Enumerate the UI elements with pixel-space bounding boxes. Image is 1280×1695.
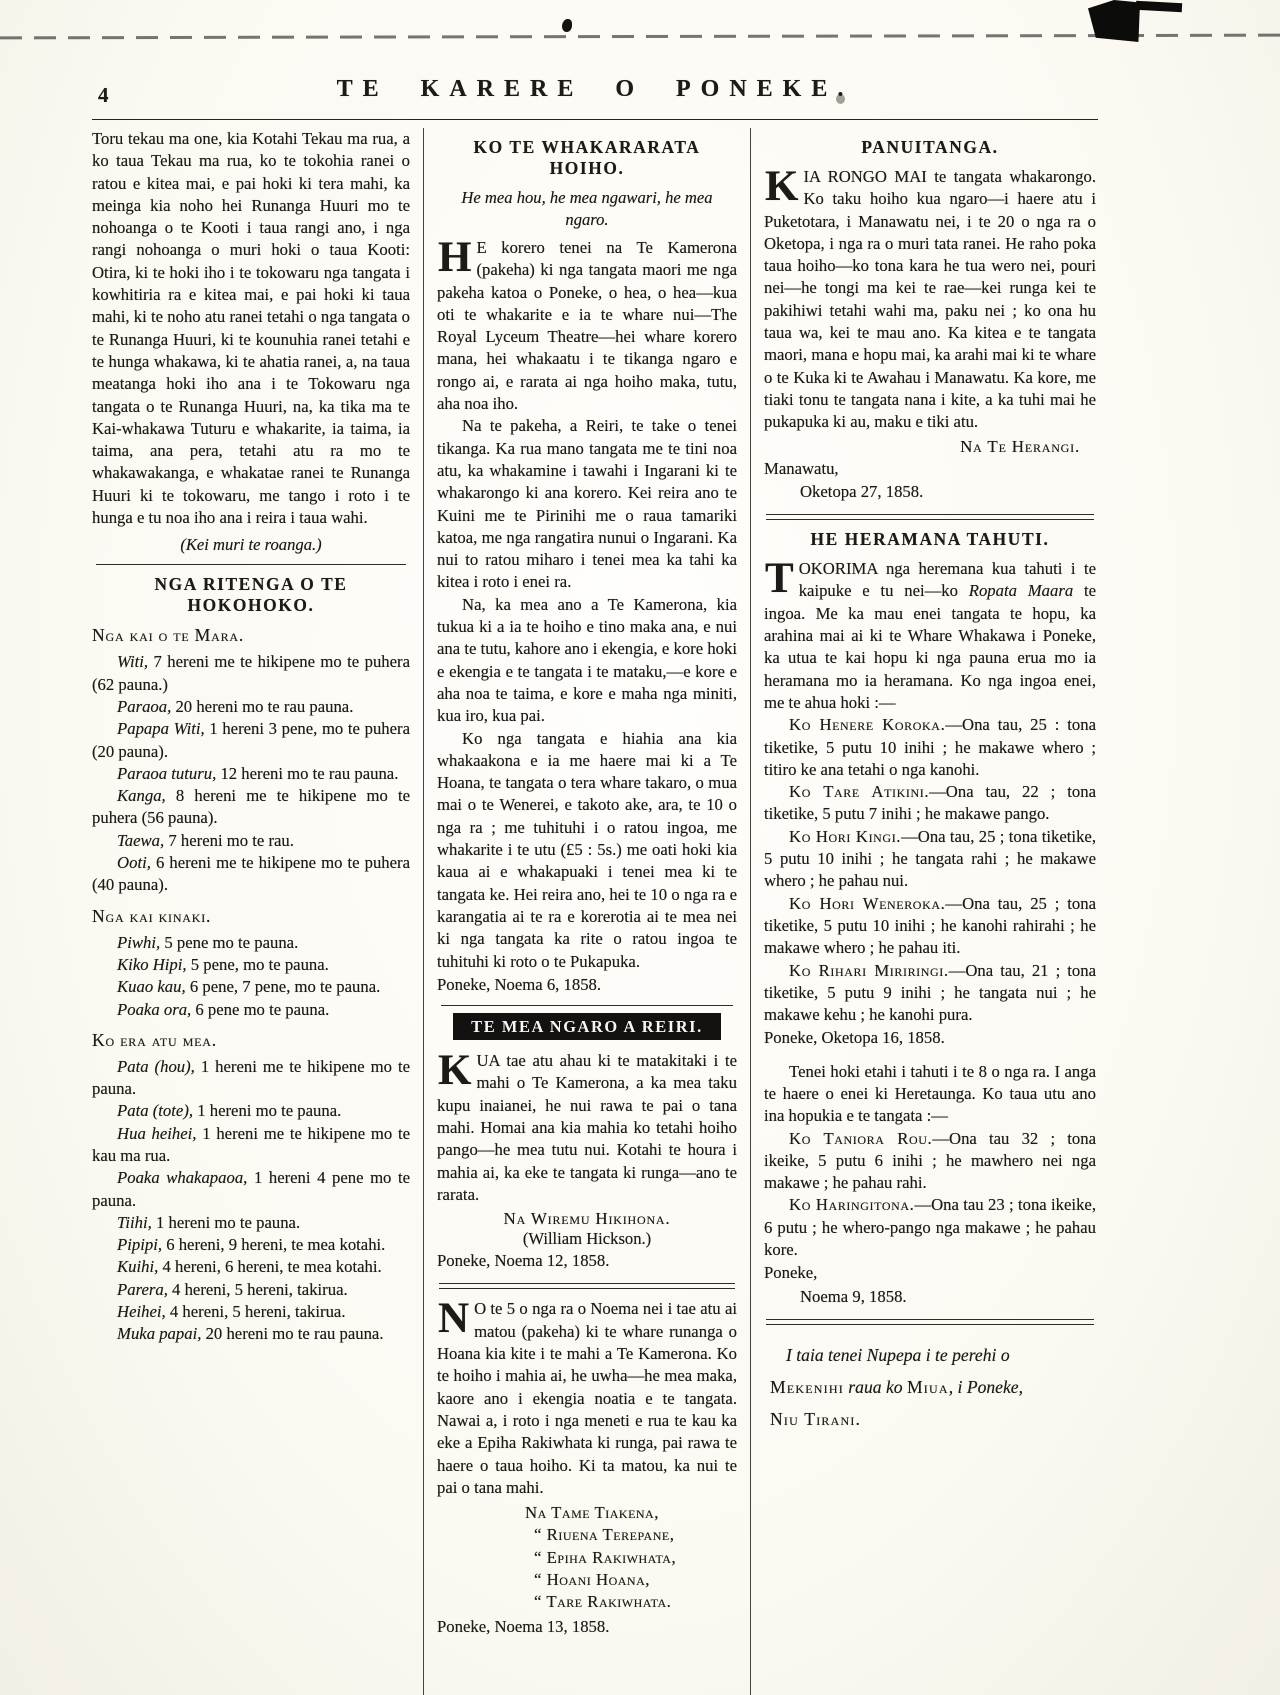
price-item-term: Pipipi, bbox=[117, 1235, 163, 1255]
colophon bbox=[764, 1339, 1096, 1435]
drop-cap: T bbox=[765, 555, 794, 603]
dateline: Poneke, Oketopa 16, 1858. bbox=[764, 1028, 945, 1048]
price-item-term: Kuao kau, bbox=[117, 977, 186, 997]
sailor-desc: —Ona tau, 25 : tona tiketike, 5 putu 10 inihi ; he makawe whero ; titiro ke ana tetahi o nga kanohi. bbox=[764, 715, 1096, 779]
sailor-item bbox=[764, 1194, 1096, 1261]
place-line: Poneke, bbox=[764, 1263, 818, 1283]
price-item-term: Pata (tote), bbox=[117, 1101, 194, 1121]
section-heading-hokohoko: NGA RITENGA O TE HOKOHOKO. bbox=[154, 574, 348, 616]
sailor-item bbox=[764, 714, 1096, 781]
price-item-desc: 6 hereni me te hikipene mo te puhera (40 pauna). bbox=[92, 853, 410, 895]
price-item bbox=[92, 976, 410, 998]
price-item-term: Hua heihei, bbox=[117, 1123, 197, 1143]
article-paragraph: Na te pakeha, a Reiri, te take o tenei tikanga. Ka rua mano tangata me te tini noa atu, ka whakamine i tawahi i Ingarani ki te whakarongo ki ana korero. Kei reira ano te Kuini me te Pirinihi me o raua tamariki katoa, me nga rangatira nunui o Ingarani. Ka nui to ratou miharo i tenei mea ka tahi ka kitea i roto i enei ra. bbox=[437, 416, 737, 592]
price-item-desc: 1 hereni me te hikipene mo te kau ma rua. bbox=[92, 1123, 410, 1165]
article-paragraph: Na, ka mea ano a Te Kamerona, kia tukua ki a ia te hoiho e tino maka ana, e nui ana te tutu, kahore ano i ekengia, e kore hoki e ekengia e te tangata i te mataku,—e kore e aha noa te taima, e kore e maha nga miniti, kua iro, kua pai. bbox=[437, 594, 737, 726]
price-item-term: Muka papai, bbox=[117, 1324, 202, 1344]
section-heading-panuitanga: PANUITANGA. bbox=[861, 137, 999, 157]
price-item bbox=[92, 651, 410, 696]
colophon-text: , i Poneke, bbox=[948, 1376, 1023, 1397]
print-artifact-corner-ink bbox=[1088, 0, 1140, 42]
price-item bbox=[92, 718, 410, 763]
column-3 bbox=[764, 128, 1096, 1695]
colophon-text: raua ko bbox=[843, 1376, 907, 1397]
price-item-desc: 1 hereni me te hikipene mo te pauna. bbox=[92, 1056, 410, 1099]
inverted-heading-te-mea-ngaro: TE MEA NGARO A REIRI. bbox=[453, 1013, 721, 1040]
price-item-desc: 4 hereni, 6 hereni, te mea kotahi. bbox=[162, 1257, 382, 1277]
colophon-line bbox=[770, 1403, 1090, 1435]
column-divider bbox=[423, 128, 424, 1695]
price-item bbox=[92, 1056, 410, 1101]
price-item bbox=[92, 830, 410, 852]
signature: Na Te Herangi. bbox=[960, 436, 1080, 456]
dateline: Poneke, Noema 12, 1858. bbox=[437, 1251, 610, 1271]
price-item bbox=[92, 1100, 410, 1122]
article-heading-whakararata: KO TE WHAKARARATA HOIHO. bbox=[473, 137, 701, 178]
article-paragraph bbox=[764, 555, 1096, 714]
drop-cap: K bbox=[765, 163, 799, 210]
signature: “ Epiha Rakiwhata, bbox=[534, 1547, 677, 1567]
ship-name: Ropata Maara bbox=[968, 581, 1074, 601]
paragraph-text: OKORIMA nga heremana kua tahuti i te kaipuke e tu nei—ko bbox=[798, 559, 1096, 601]
price-item bbox=[92, 1323, 410, 1345]
page-header bbox=[92, 76, 1098, 118]
subheading-kai-kinaki: Nga kai kinaki. bbox=[92, 905, 212, 926]
price-item-term: Parera, bbox=[117, 1279, 168, 1299]
paragraph-text: E korero tenei na Te Kamerona (pakeha) ki nga tangata maori me nga pakeha katoa o Poneke, o hea, o hea—kua oti te whakarite e ia te whare nui—The Royal Lyceum Theatre—hei whare korero mana, hei whakaatu i te tikanga ngaro e rongo ai, e rarata ai nga hoiho maka, tutu, aha noa iho. bbox=[437, 238, 737, 414]
sailor-desc: —Ona tau, 25 ; tona tiketike, 5 putu 10 inihi ; he kanohi rahirahi ; he makawe whero ; he pahau iti. bbox=[764, 893, 1096, 958]
header-rule bbox=[92, 119, 1098, 120]
masthead-title: TE KARERE O PONEKE. bbox=[336, 76, 854, 102]
sailor-item bbox=[764, 826, 1096, 893]
price-item-desc: 1 hereni mo te pauna. bbox=[156, 1212, 301, 1232]
price-item-term: Paraoa, bbox=[117, 696, 172, 716]
price-item-term: Witi, bbox=[117, 652, 149, 672]
paragraph-text: te ingoa. Me ka mau enei tangata te hopu, ka arahina mai ai ki te Whare Whakawa i Poneke, ka utua te kai hopu ki nga pauna erua mo ia heramana mo ia heramana. Ko nga ingoa enei, me te ahua hoki :— bbox=[764, 581, 1096, 712]
body-paragraph: Toru tekau ma one, kia Kotahi Tekau ma rua, a ko taua Tekau ma rua, ko te tokohia ranei o ratou e kitea mai, e pai hoki ki tera mahi, ka meinga kia noho hei Runanga Huuri mo te nohoanga o te Kooti i taua rangi ano, i nga rangi nohoanga o muri hoki o taua Kooti: Otira, ki te hoki iho i te tokowaru nga tangata i kowhitiria ra e kitea mai, e pai hoki ki taua mahi, ki te noho atu ranei tetahi o nga tangata o te Runanga Huuri, ki te kounuhia ranei tetahi e te hunga whakawa, ki te ahatia ranei, a, na taua meatanga hoki iho ana i te Tokowaru nga tangata o te Runanga Huuri, na, ka tika ma te Kai-whakawa Tuturu e whakarite, ia taima, ia taima, ana pera, tetahi atu ra mo te whakawakanga, e whakatae ranei te Runanga Huuri ki te tokowaru, me tango i roto i te hunga e tu noa iho ana i reira i taua wahi. bbox=[92, 129, 410, 528]
drop-cap: N bbox=[438, 1295, 470, 1343]
price-item-term: Kanga, bbox=[117, 786, 166, 806]
sailor-desc: —Ona tau 23 ; tona ikeike, 6 putu ; he whero-pango nga makawe ; he pahau kore. bbox=[764, 1195, 1096, 1260]
price-item-term: Paraoa tuturu, bbox=[117, 763, 217, 783]
price-item-desc: 6 pene, 7 pene, mo te pauna. bbox=[189, 977, 381, 997]
price-item-desc: 6 pene mo te pauna. bbox=[195, 999, 330, 1019]
print-artifact-corner-ink-2 bbox=[1136, 1, 1182, 12]
article-paragraph: Ko nga tangata e hiahia ana kia whakaakona e ia me haere mai ki a Te Hoana, te tangata o tera whare takaro, o mua mai o te Wenerei, e takoto ake, ara, te 10 o nga ra ; me tuhituhi i o ratou ingoa, me whakarite i te utu (£5 : 5s.) me oati hoki kia kaua ai e whakapuaki i tenei mea ki te tangata ke. Hei reira ano, hei te 10 o nga ra e karangatia ai te ra e korerotia ai te mea nei ki nga tangata ka rite o ratou ingoa te tuhituhi ki roto o te Pukapuka. bbox=[437, 728, 737, 971]
drop-cap: K bbox=[438, 1047, 472, 1095]
signature: “ Tare Rakiwhata. bbox=[534, 1592, 672, 1612]
print-artifact-ink-dot bbox=[562, 19, 572, 32]
section-heading-heramana: HE HERAMANA TAHUTI. bbox=[810, 529, 1050, 550]
sailor-desc: —Ona tau 32 ; tona ikeike, 5 putu 6 inihi ; he mawhero nei nga makawe ; he pahau rahi. bbox=[764, 1128, 1096, 1193]
article-paragraph bbox=[437, 234, 737, 415]
article-paragraph bbox=[764, 163, 1096, 434]
double-rule bbox=[766, 514, 1094, 520]
price-item-term: Poaka whakapaoa, bbox=[117, 1168, 248, 1188]
paragraph-text: UA tae atu ahau ki te matakitaki i te mahi o Te Kamerona, a ka mea taku kupu inaianei, he nui rawa te pai o tana mahi. Homai ana kia mahia ko tetahi hoiho pango—he mea tutu nui. Kotahi te houra i mahia ai, ka eke te tangata ki runga—ano te rarata. bbox=[437, 1051, 737, 1204]
signature: “ Riuena Terepane, bbox=[534, 1525, 675, 1545]
price-item-desc: 1 hereni 4 pene mo te pauna. bbox=[92, 1168, 410, 1210]
price-item bbox=[92, 1279, 410, 1301]
price-item-term: Heihei, bbox=[117, 1302, 166, 1322]
price-item bbox=[92, 932, 410, 954]
sailor-item bbox=[764, 781, 1096, 826]
place-line: Manawatu, bbox=[764, 458, 839, 478]
paragraph-text: O te 5 o nga ra o Noema nei i tae atu ai matou (pakeha) ki te whare runanga o Hoana kia kite i te mahi a Te Kamerona. Ko te hoiho i mahia ai, he uwha—he mea maka, kaore ano i ekengia noatia e te tangata. Nawai a, i roto i nga meneti e rua te kau ka eke a Epiha Rakiwhata ki runga, pai rawa te haere o taua hoiho. Ki ta matou, ka nui te pai o tana mahi. bbox=[437, 1299, 737, 1497]
spacer bbox=[764, 1051, 1096, 1061]
signature: Na Wiremu Hikihona. bbox=[503, 1209, 671, 1229]
price-item-desc: 4 hereni, 5 hereni, takirua. bbox=[172, 1279, 348, 1299]
article-paragraph bbox=[437, 1047, 737, 1206]
column-2 bbox=[437, 128, 737, 1695]
sailor-name: Ko Taniora Rou. bbox=[789, 1128, 933, 1148]
subheading-era-atu-mea: Ko era atu mea. bbox=[92, 1029, 217, 1050]
price-item bbox=[92, 1234, 410, 1256]
price-item-term: Ooti, bbox=[117, 853, 151, 873]
price-item bbox=[92, 1167, 410, 1212]
price-item-desc: 12 hereni mo te rau pauna. bbox=[220, 763, 399, 783]
price-item bbox=[92, 696, 410, 718]
signature-translation: (William Hickson.) bbox=[522, 1229, 652, 1249]
printer-name: Miua bbox=[906, 1376, 949, 1397]
column-divider bbox=[750, 128, 751, 1695]
price-item bbox=[92, 1212, 410, 1234]
dateline: Oketopa 27, 1858. bbox=[800, 481, 924, 501]
price-item-desc: 20 hereni mo te rau pauna. bbox=[205, 1324, 384, 1344]
double-rule bbox=[766, 1319, 1094, 1325]
price-item-desc: 8 hereni me te hikipene mo te puhera (56 pauna). bbox=[92, 786, 410, 828]
article-paragraph bbox=[437, 1295, 737, 1499]
price-item-term: Taewa, bbox=[117, 830, 165, 850]
price-item bbox=[92, 763, 410, 785]
price-item-desc: 5 pene mo te pauna. bbox=[164, 932, 299, 952]
dateline: Poneke, Noema 6, 1858. bbox=[437, 974, 602, 994]
price-item-term: Piwhi, bbox=[117, 932, 161, 952]
sailor-item bbox=[764, 1128, 1096, 1195]
dateline: Poneke, Noema 13, 1858. bbox=[437, 1616, 610, 1636]
double-rule bbox=[439, 1283, 735, 1289]
dateline: Noema 9, 1858. bbox=[800, 1286, 907, 1306]
price-item-term: Papapa Witi, bbox=[117, 719, 205, 739]
article-subtitle: He mea hou, he mea ngawari, he mea ngaro. bbox=[461, 188, 713, 229]
printer-name: Mekenihi bbox=[770, 1376, 844, 1397]
sailor-name: Ko Hori Kingi. bbox=[789, 826, 902, 846]
sailor-name: Ko Henere Koroka. bbox=[789, 715, 946, 735]
drop-cap: H bbox=[438, 234, 472, 281]
price-item-desc: 6 hereni, 9 hereni, te mea kotahi. bbox=[166, 1235, 386, 1255]
sailor-item bbox=[764, 960, 1096, 1027]
price-item-desc: 4 hereni, 5 hereni, takirua. bbox=[169, 1302, 346, 1322]
article-paragraph: Tenei hoki etahi i tahuti i te 8 o nga ra. I anga te haere o enei ki Heretaunga. Ko taua utu ano ina hopukia e te tangata :— bbox=[764, 1061, 1096, 1126]
price-item-term: Kuihi, bbox=[117, 1257, 159, 1277]
price-item bbox=[92, 785, 410, 830]
signature: Na Tame Tiakena, bbox=[525, 1503, 659, 1523]
sailor-desc: —Ona tau, 22 ; tona tiketike, 5 putu 7 inihi ; he makawe pango. bbox=[764, 782, 1096, 824]
price-item-desc: 1 hereni 3 pene, mo te puhera (20 pauna). bbox=[92, 719, 410, 761]
price-item-term: Kiko Hipi, bbox=[117, 954, 187, 974]
sailor-name: Ko Haringitona. bbox=[789, 1195, 915, 1215]
continued-note: (Kei muri te roanga.) bbox=[180, 535, 322, 555]
price-item-desc: 7 hereni mo te rau. bbox=[168, 830, 294, 850]
colophon-line bbox=[770, 1371, 1090, 1403]
colophon-line: I taia tenei Nupepa i te perehi o bbox=[786, 1344, 1010, 1365]
price-item-desc: 1 hereni mo te pauna. bbox=[197, 1101, 342, 1121]
columns bbox=[92, 128, 1098, 1695]
sailor-name: Ko Hori Weneroka. bbox=[789, 893, 946, 913]
page-number: 4 bbox=[98, 83, 109, 107]
signature: “ Hoani Hoana, bbox=[534, 1570, 650, 1590]
price-item-term: Poaka ora, bbox=[117, 999, 192, 1019]
price-item bbox=[92, 999, 410, 1021]
paragraph-text: IA RONGO MAI te tangata whakarongo. Ko taku hoiho kua ngaro—i haere atu i Puketotara, i Manawatu nei, i te 20 o nga ra o Oketopa, i nga ra o muri tata ranei. He raho poka taua hoiho—ko tona kara he tua wero nei, pouri nei—he tongi ma kei te rae—kei runga kei te pakihiwi tetahi wahi ma, paku nei ; ko ona hu taua wa, kei te mau ano. Ka kitea e te tangata maori, mana e hopu mai, ka arahi mai ki te whare o te Kuka ki te Awahau i Manawatu. Ka kore, me tiaki tonu te tangata nana i kite, a ka tuhi mai he pukapuka ki au, maku e tiki atu. bbox=[764, 167, 1096, 432]
print-artifact-top-rule bbox=[0, 34, 1280, 40]
price-item bbox=[92, 954, 410, 976]
sailor-desc: —Ona tau, 21 ; tona tiketike, 5 putu 9 inihi ; he tangata nui ; he makawe kehu ; he kanohi pura. bbox=[764, 960, 1096, 1025]
price-item bbox=[92, 1123, 410, 1168]
section-rule bbox=[96, 564, 406, 565]
price-item-desc: 20 hereni mo te rau pauna. bbox=[175, 696, 354, 716]
sailor-desc: —Ona tau, 25 ; tona tiketike, 5 putu 10 inihi ; he tangata rahi ; he makawe whero ; he pahau nui. bbox=[764, 826, 1096, 891]
section-rule bbox=[441, 1005, 733, 1006]
price-item-term: Tiihi, bbox=[117, 1212, 152, 1232]
price-item bbox=[92, 852, 410, 897]
price-item bbox=[92, 1301, 410, 1323]
place-name: Niu Tirani. bbox=[770, 1408, 862, 1429]
subheading-kai-o-te-mara: Nga kai o te Mara. bbox=[92, 625, 245, 646]
signature-list bbox=[525, 1502, 737, 1613]
price-item bbox=[92, 1256, 410, 1278]
price-item-desc: 7 hereni me te hikipene mo te puhera (62 pauna.) bbox=[92, 652, 410, 694]
price-item-term: Pata (hou), bbox=[117, 1056, 195, 1076]
column-1 bbox=[92, 128, 410, 1695]
sailor-name: Ko Tare Atikini. bbox=[789, 782, 930, 802]
price-item-desc: 5 pene, mo te pauna. bbox=[190, 954, 329, 974]
sailor-name: Ko Rihari Miriringi. bbox=[789, 960, 949, 980]
sailor-item bbox=[764, 893, 1096, 960]
